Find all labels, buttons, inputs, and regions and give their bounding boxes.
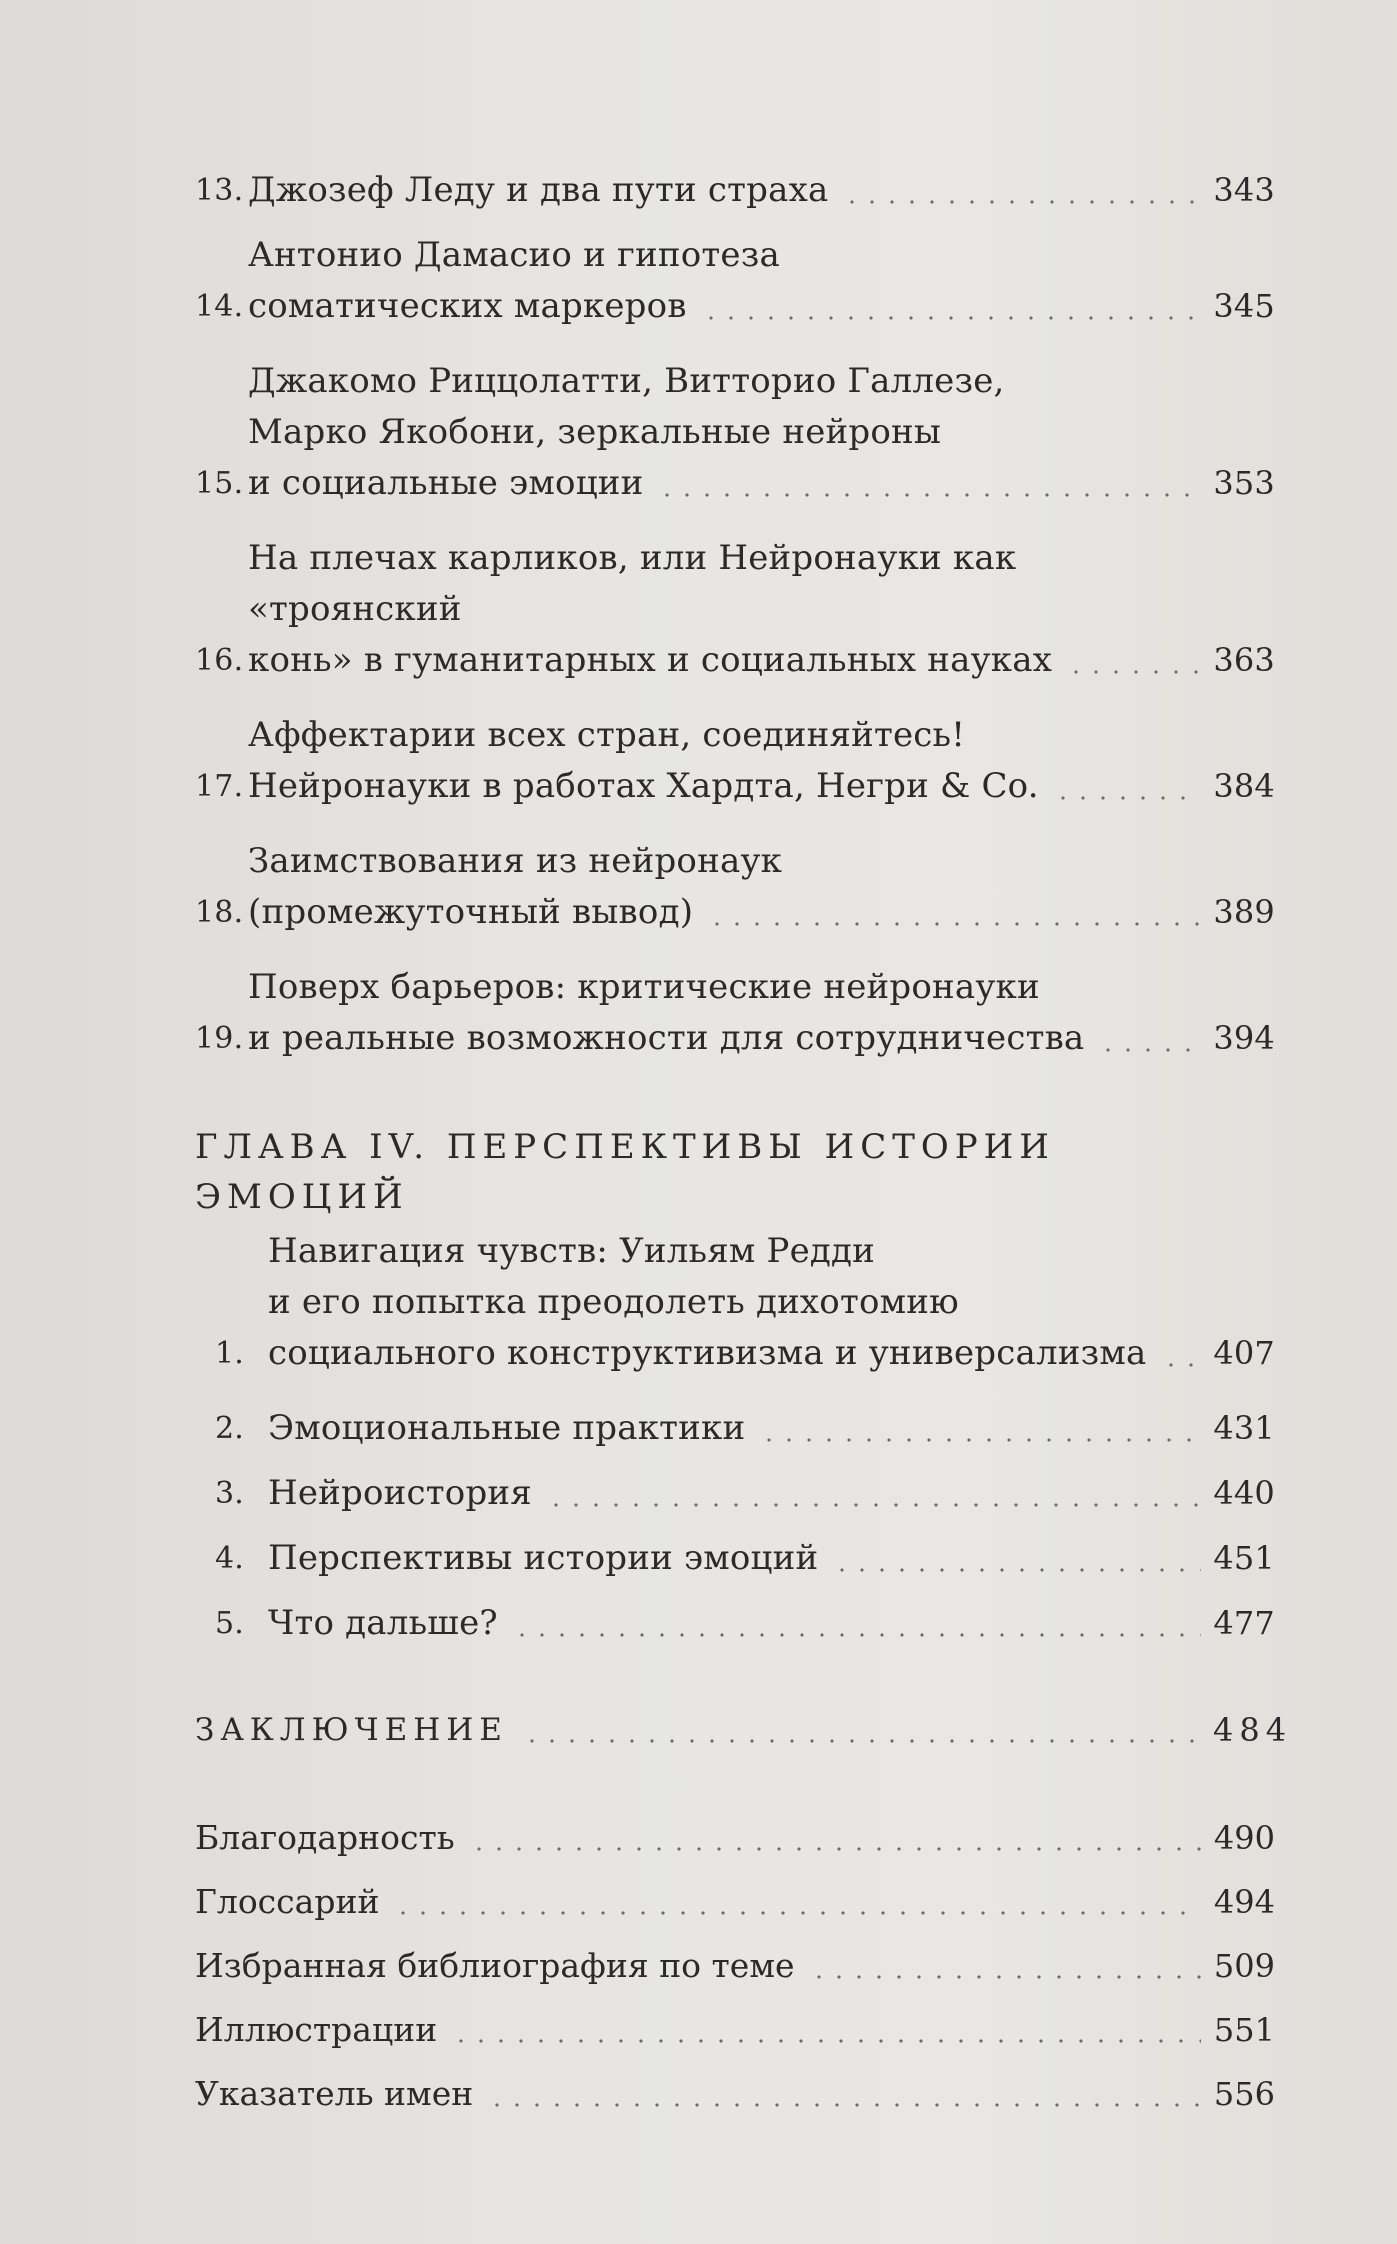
toc-entry [215, 1598, 1275, 1649]
back-matter-entry [195, 1941, 1275, 1991]
entry-title-cont: Нейронауки в работах Хардта, Негри & Co. [248, 766, 1039, 806]
entry-title: Навигация чувств: Уильям Редди [268, 1231, 876, 1271]
entry-title-cont: социального конструктивизма и универсализма [268, 1333, 1147, 1373]
dot-leader [832, 1568, 1201, 1572]
toc-entry [195, 165, 1275, 216]
back-matter-entry [195, 2069, 1275, 2119]
page-number: 551 [1213, 2011, 1275, 2049]
page-number: 556 [1213, 2075, 1275, 2113]
back-matter-list [195, 1813, 1275, 2119]
entry-title: Указатель имен [195, 2074, 474, 2113]
entry-number: 15. [195, 466, 244, 501]
dot-leader [1161, 1363, 1202, 1367]
entry-title: Благодарность [195, 1818, 455, 1857]
entry-title: Джозеф Леду и два пути страха [248, 170, 829, 210]
entry-number: 13. [195, 173, 244, 208]
entry-number: 3. [215, 1476, 245, 1511]
toc-entry [195, 962, 1275, 1064]
dot-leader [512, 1633, 1201, 1637]
dot-leader [657, 493, 1201, 497]
entry-title-cont: соматических маркеров [248, 286, 687, 326]
page-number: 389 [1213, 893, 1275, 931]
entry-title: На плечах карликов, или Нейронауки как «троянский [248, 538, 1017, 629]
entry-number: 4. [215, 1541, 245, 1576]
entry-title-cont: (промежуточный вывод) [248, 892, 694, 932]
toc-entry [195, 836, 1275, 938]
toc-entry [195, 533, 1275, 686]
dot-leader [546, 1503, 1201, 1507]
dot-leader [1066, 670, 1201, 674]
toc-entry [195, 356, 1275, 509]
page-number: 509 [1213, 1947, 1275, 1985]
entry-title: Аффектарии всех стран, соединяйтесь! [248, 715, 966, 755]
dot-leader [809, 1975, 1201, 1979]
dot-leader [707, 922, 1201, 926]
entry-title: Иллюстрации [195, 2010, 438, 2049]
page-number: 451 [1213, 1539, 1275, 1577]
dot-leader [522, 1739, 1201, 1743]
toc-entry [215, 1403, 1275, 1454]
entry-title: Нейроистория [268, 1473, 532, 1513]
entry-title-cont: и социальные эмоции [248, 463, 644, 503]
entry-title-cont: конь» в гуманитарных и социальных науках [248, 640, 1053, 680]
dot-leader [1053, 796, 1201, 800]
chapter-heading: ГЛАВА IV. ПЕРСПЕКТИВЫ ИСТОРИИ ЭМОЦИЙ [195, 1127, 1055, 1217]
page-number: 345 [1213, 287, 1275, 325]
page-number: 384 [1213, 767, 1275, 805]
page-number: 440 [1213, 1474, 1275, 1512]
entry-title-cont: Марко Якобони, зеркальные нейроны [248, 412, 942, 452]
toc-entry [195, 230, 1275, 332]
back-matter-entry [195, 2005, 1275, 2055]
entry-number: 17. [195, 769, 244, 804]
entry-title: Эмоциональные практики [268, 1408, 746, 1448]
page-number: 394 [1213, 1019, 1275, 1057]
page-number: 494 [1213, 1883, 1275, 1921]
page-number: 353 [1213, 464, 1275, 502]
entry-number: 18. [195, 895, 244, 930]
entry-title: Поверх барьеров: критические нейронауки [248, 967, 1040, 1007]
toc-entry [215, 1468, 1275, 1519]
entry-number: 14. [195, 289, 244, 324]
back-matter-entry [195, 1877, 1275, 1927]
dot-leader [451, 2039, 1201, 2043]
page-number: 477 [1213, 1604, 1275, 1642]
dot-leader [1098, 1048, 1201, 1052]
dot-leader [759, 1438, 1201, 1442]
page-number: 484 [1213, 1711, 1293, 1749]
page-number: 490 [1213, 1819, 1275, 1857]
entry-title-cont: и реальные возможности для сотрудничества [248, 1018, 1085, 1058]
dot-leader [393, 1911, 1201, 1915]
entry-title: Перспективы истории эмоций [268, 1538, 819, 1578]
toc-entry [215, 1226, 1275, 1379]
dot-leader [469, 1847, 1201, 1851]
entry-title: Что дальше? [268, 1603, 498, 1643]
dot-leader [487, 2103, 1201, 2107]
entry-title: Глоссарий [195, 1882, 380, 1921]
dot-leader [701, 316, 1201, 320]
page-number: 431 [1213, 1409, 1275, 1447]
dot-leader [842, 200, 1201, 204]
entry-number: 5. [215, 1606, 245, 1641]
entry-number: 16. [195, 643, 244, 678]
entry-number: 19. [195, 1021, 244, 1056]
page-number: 407 [1213, 1334, 1275, 1372]
entry-title: Избранная библиография по теме [195, 1946, 795, 1985]
table-of-contents [195, 165, 1293, 2119]
conclusion-title: ЗАКЛЮЧЕНИЕ [195, 1712, 508, 1748]
page-number: 363 [1213, 641, 1275, 679]
toc-entry [195, 710, 1275, 812]
entry-title: Джакомо Риццолатти, Витторио Галлезе, [248, 361, 1005, 401]
back-matter-entry [195, 1813, 1275, 1863]
chapter4-list [195, 1226, 1275, 1649]
conclusion-entry [195, 1705, 1293, 1755]
chapter3-list [195, 165, 1275, 1064]
page-number: 343 [1213, 171, 1275, 209]
entry-title-cont: и его попытка преодолеть дихотомию [268, 1282, 959, 1322]
toc-entry [215, 1533, 1275, 1584]
entry-number: 2. [215, 1411, 245, 1446]
entry-number: 1. [215, 1336, 245, 1371]
entry-title: Заимствования из нейронаук [248, 841, 783, 881]
entry-title: Антонио Дамасио и гипотеза [248, 235, 780, 275]
